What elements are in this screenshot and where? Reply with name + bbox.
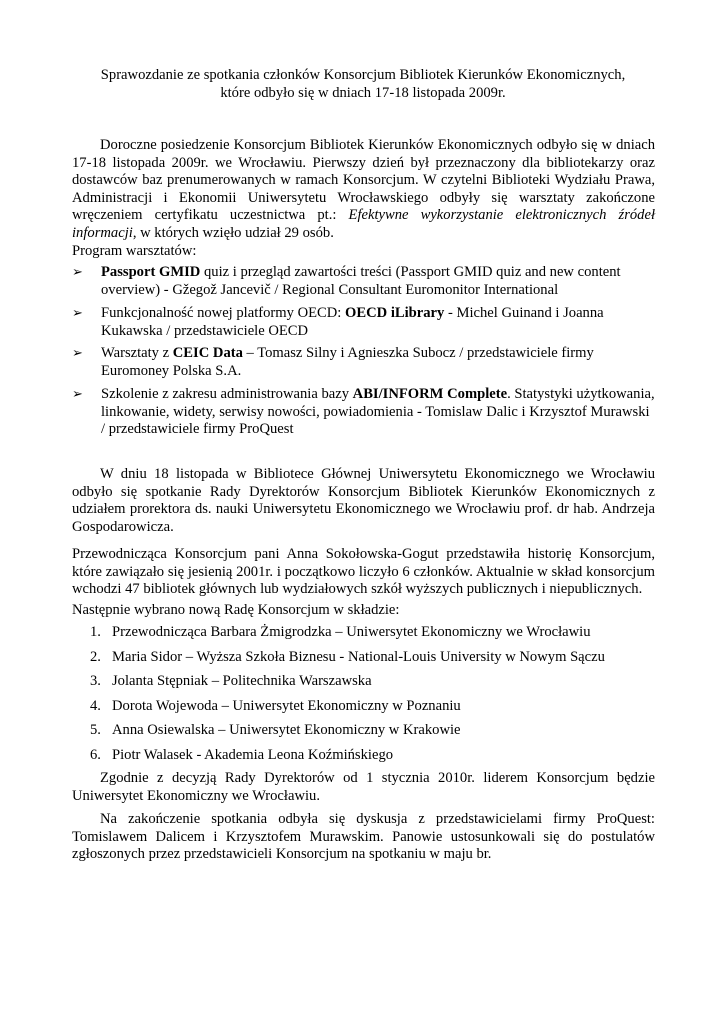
program-item — [72, 264, 655, 299]
arrow-bullet-icon: ➢ — [72, 346, 83, 361]
list-number: 5. — [90, 722, 101, 738]
program-item — [72, 345, 655, 380]
council-member — [90, 624, 655, 642]
program-item-pre: Warsztaty z — [101, 345, 173, 361]
member-text: Przewodnicząca Barbara Żmigrodzka – Uniwersytet Ekonomiczny we Wrocławiu — [112, 624, 591, 640]
program-item-pre: Szkolenie z zakresu administrowania bazy — [101, 386, 353, 402]
list-number: 3. — [90, 673, 101, 689]
council-member — [90, 747, 655, 765]
program-item-text: - Michel Guinand i Joanna Kukawska / przedstawiciele OECD — [101, 305, 604, 339]
meeting-paragraph: W dniu 18 listopada w Bibliotece Głównej Uniwersytetu Ekonomicznego we Wrocławiu odbyło się spotkanie Rady Dyrektorów Konsorcjum Bibliotek Kierunków Ekonomicznych z udziałem prorektora ds. nauki Uniwersytetu Ekonomicznego we Wrocławiu prof. dr hab. Andrzeja Gospodarowicza. — [72, 466, 655, 535]
decision-paragraph: Zgodnie z decyzją Rady Dyrektorów od 1 stycznia 2010r. liderem Konsorcjum będzie Uniwersytet Ekonomiczny we Wrocławiu. — [72, 770, 655, 804]
program-list — [72, 264, 655, 439]
title-line-2: które odbyło się w dniach 17-18 listopada 2009r. — [220, 84, 506, 101]
list-number: 2. — [90, 648, 101, 665]
council-member — [90, 722, 655, 740]
intro-text-end: , w których wzięło udział 29 osób. — [132, 224, 334, 241]
council-member — [90, 649, 655, 667]
closing-paragraph: Na zakończenie spotkania odbyła się dyskusja z przedstawicielami firmy ProQuest: Tomislawem Dalicem i Krzysztofem Murawskim. Panowie ustosunkowali się do postulatów zgłoszonych przez przedstawicieli Konsorcjum na spotkaniu w maju br. — [72, 811, 655, 862]
program-item-pre: Funkcjonalność nowej platformy OECD: — [101, 305, 346, 321]
title-line-1: Sprawozdanie ze spotkania członków Konsorcjum Bibliotek Kierunków Ekonomicznych, — [100, 67, 626, 83]
member-text: Anna Osiewalska – Uniwersytet Ekonomiczny w Krakowie — [112, 722, 461, 738]
program-item — [72, 386, 655, 439]
intro-paragraph — [72, 137, 655, 242]
arrow-bullet-icon: ➢ — [72, 306, 83, 321]
arrow-bullet-icon: ➢ — [72, 387, 83, 402]
council-member — [90, 698, 655, 716]
program-item-text: quiz i przegląd zawartości treści (Passport GMID quiz and new content overview) - Gžegož Jancevič / Regional Consultant Euromonitor International — [101, 264, 621, 298]
member-text: Piotr Walasek - Akademia Leona Koźmińskiego — [112, 746, 394, 763]
program-item-bold: CEIC Data — [172, 345, 243, 361]
list-number: 1. — [90, 624, 101, 640]
program-item-bold: OECD iLibrary — [345, 305, 445, 321]
member-text: Dorota Wojewoda – Uniwersytet Ekonomiczny w Poznaniu — [112, 697, 461, 714]
program-item-bold: Passport GMID — [101, 264, 201, 280]
arrow-bullet-icon: ➢ — [72, 265, 83, 280]
workshop-title: Efektywne wykorzystanie elektronicznych źródeł informacji — [72, 207, 655, 241]
council-member — [90, 673, 655, 691]
program-item-bold: ABI/INFORM Complete — [352, 386, 508, 402]
council-intro: Następnie wybrano nową Radę Konsorcjum w składzie: — [72, 602, 400, 618]
list-number: 6. — [90, 746, 101, 763]
program-item-text: – Tomasz Silny i Agnieszka Subocz / przedstawiciele firmy Euromoney Polska S.A. — [101, 345, 594, 379]
member-text: Maria Sidor – Wyższa Szkoła Biznesu - National-Louis University w Nowym Sączu — [112, 648, 605, 665]
history-paragraph: Przewodnicząca Konsorcjum pani Anna Sokołowska-Gogut przedstawiła historię Konsorcjum, które zawiązało się jesienią 2001r. i początkowo liczyło 6 członków. Aktualnie w skład konsorcjum wchodzi 47 bibliotek głównych lub wydziałowych szkół wyższych publicznych i niepublicznych. — [72, 546, 655, 597]
program-heading: Program warsztatów: — [72, 243, 197, 259]
council-list — [90, 624, 655, 771]
document-title — [72, 67, 654, 102]
program-item — [72, 305, 655, 340]
member-text: Jolanta Stępniak – Politechnika Warszawska — [112, 673, 372, 689]
program-item-text: . Statystyki użytkowania, linkowanie, widety, serwisy nowości, powiadomienia - Tomislaw Dalic i Krzysztof Murawski / przedstawiciele firmy ProQuest — [101, 386, 655, 437]
list-number: 4. — [90, 697, 101, 714]
intro-text: Doroczne posiedzenie Konsorcjum Bibliotek Kierunków Ekonomicznych odbyło się w dniach 17-18 listopada 2009r. we Wrocławiu. Pierwszy dzień był przeznaczony dla bibliotekarzy oraz dostawców baz prenumerowanych w ramach Konsorcjum. W czytelni Biblioteki Wydziału Prawa, Administracji i Ekonomii Uniwersytetu Wrocławskiego odbyły się warsztaty zakończone wręczeniem certyfikatu uczestnictwa pt.: — [72, 137, 655, 223]
